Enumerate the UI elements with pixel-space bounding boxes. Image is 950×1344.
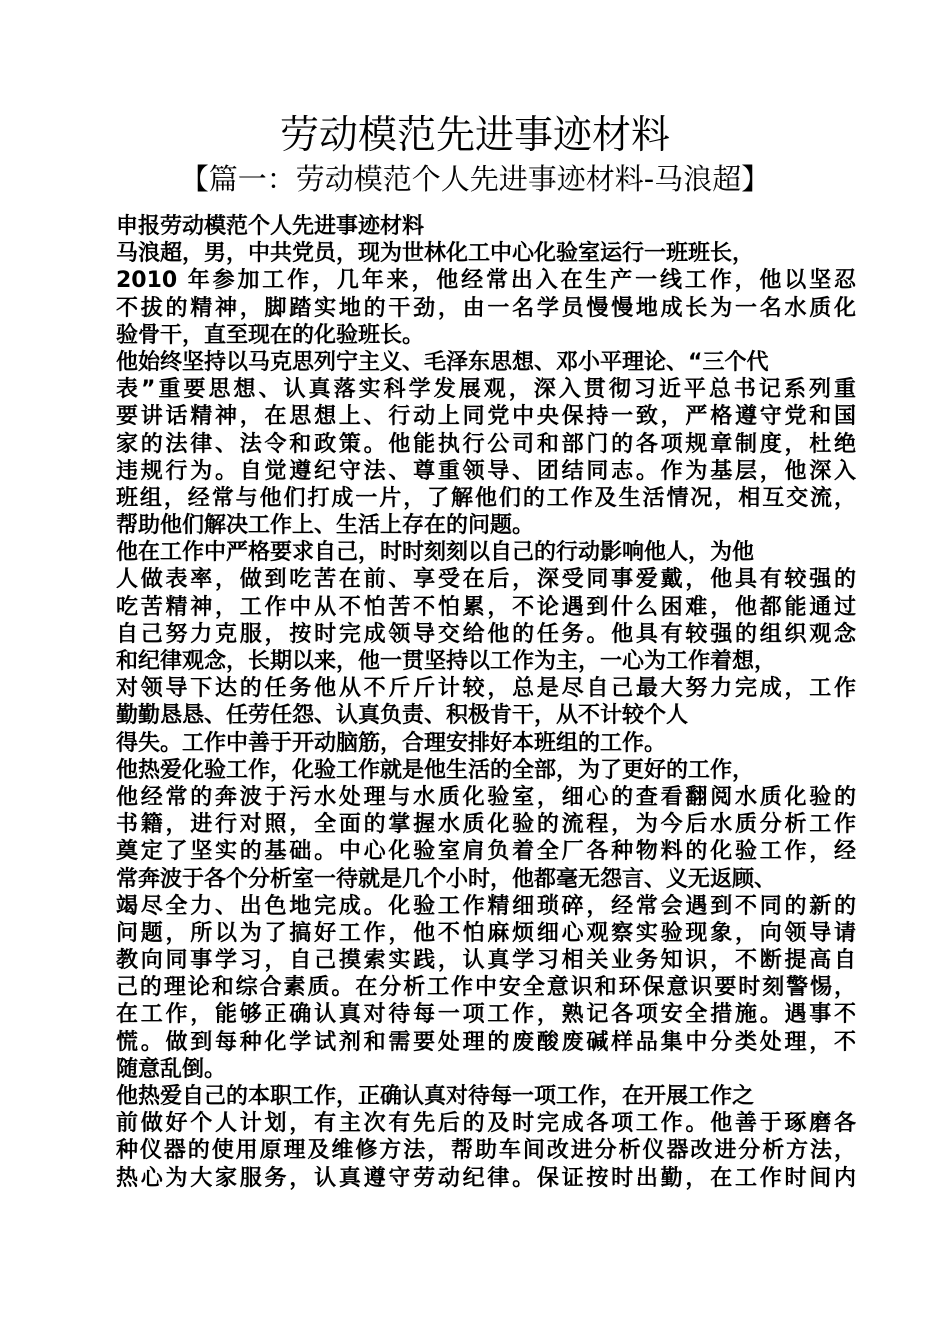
body-line: 2010 年参加工作，几年来，他经常出入在生产一线工作，他以坚忍 (116, 268, 856, 294)
body-line: 在工作，能够正确认真对待每一项工作，熟记各项安全措施。遇事不 (116, 1002, 856, 1028)
body-line: 家的法律、法令和政策。他能执行公司和部门的各项规章制度，杜绝 (116, 431, 856, 457)
body-line: 前做好个人计划，有主次有先后的及时完成各项工作。他善于琢磨各 (116, 1111, 856, 1137)
body-line: 教向同事学习，自己摸索实践，认真学习相关业务知识，不断提高自 (116, 948, 856, 974)
body-line: 不拔的精神，脚踏实地的干劲，由一名学员慢慢地成长为一名水质化 (116, 295, 856, 321)
document-body (116, 213, 856, 1192)
body-line: 问题，所以为了搞好工作，他不怕麻烦细心观察实验现象，向领导请 (116, 920, 856, 946)
body-line: 己的理论和综合素质。在分析工作中安全意识和环保意识要时刻警惕， (116, 975, 856, 1001)
body-line: 要讲话精神，在思想上、行动上同党中央保持一致，严格遵守党和国 (116, 404, 856, 430)
body-line: 马浪超，男，中共党员，现为世林化工中心化验室运行一班班长， (116, 241, 755, 267)
body-line: 得失。工作中善于开动脑筋，合理安排好本班组的工作。 (116, 730, 667, 756)
body-line: 竭尽全力、出色地完成。化验工作精细琐碎，经常会遇到不同的新的 (116, 893, 856, 919)
body-line: 常奔波于各个分析室一待就是几个小时，他都毫无怨言、义无返顾、 (116, 866, 777, 892)
body-line: 热心为大家服务，认真遵守劳动纪律。保证按时出勤，在工作时间内 (116, 1165, 856, 1191)
body-line: 帮助他们解决工作上、生活上存在的问题。 (116, 513, 535, 539)
body-line: 申报劳动模范个人先进事迹材料 (116, 214, 425, 239)
body-line: 和纪律观念，长期以来，他一贯坚持以工作为主，一心为工作着想， (116, 649, 777, 674)
body-line: 人做表率，做到吃苦在前、享受在后，深受同事爱戴，他具有较强的 (116, 567, 856, 593)
body-line: 班组，经常与他们打成一片，了解他们的工作及生活情况，相互交流， (116, 485, 856, 511)
body-line: 书籍，进行对照，全面的掌握水质化验的流程，为今后水质分析工作 (116, 812, 856, 838)
body-line: 自己努力克服，按时完成领导交给他的任务。他具有较强的组织观念 (116, 621, 856, 647)
document-subtitle: 【篇一：劳动模范个人先进事迹材料-马浪超】 (179, 162, 771, 196)
body-line: 违规行为。自觉遵纪守法、尊重领导、团结同志。作为基层，他深入 (116, 458, 856, 484)
body-line: 他热爱化验工作，化验工作就是他生活的全部，为了更好的工作， (116, 757, 755, 783)
body-line: 验骨干，直至现在的化验班长。 (116, 322, 425, 348)
body-line: 随意乱倒。 (116, 1056, 227, 1082)
body-line: 奠定了坚实的基础。中心化验室肩负着全厂各种物料的化验工作，经 (116, 839, 856, 865)
body-line: 他热爱自己的本职工作，正确认真对待每一项工作，在开展工作之 (116, 1084, 755, 1109)
document-title: 劳动模范先进事迹材料 (279, 113, 670, 158)
body-line: 他经常的奔波于污水处理与水质化验室，细心的查看翻阅水质化验的 (116, 784, 856, 810)
body-line: 勤勤恳恳、任劳任怨、认真负责、积极肯干，从不计较个人 (116, 703, 689, 729)
body-line: 表”重要思想、认真落实科学发展观，深入贯彻习近平总书记系列重 (116, 377, 856, 403)
body-line: 他始终坚持以马克思列宁主义、毛泽东思想、邓小平理论、“三个代 (116, 349, 769, 375)
body-line: 对领导下达的任务他从不斤斤计较，总是尽自己最大努力完成，工作 (116, 676, 856, 702)
body-line: 吃苦精神，工作中从不怕苦不怕累，不论遇到什么困难，他都能通过 (116, 594, 856, 620)
body-line: 他在工作中严格要求自己，时时刻刻以自己的行动影响他人，为他 (116, 540, 755, 566)
body-line: 慌。做到每种化学试剂和需要处理的废酸废碱样品集中分类处理，不 (116, 1029, 856, 1055)
body-line: 种仪器的使用原理及维修方法，帮助车间改进分析仪器改进分析方法， (116, 1138, 856, 1164)
